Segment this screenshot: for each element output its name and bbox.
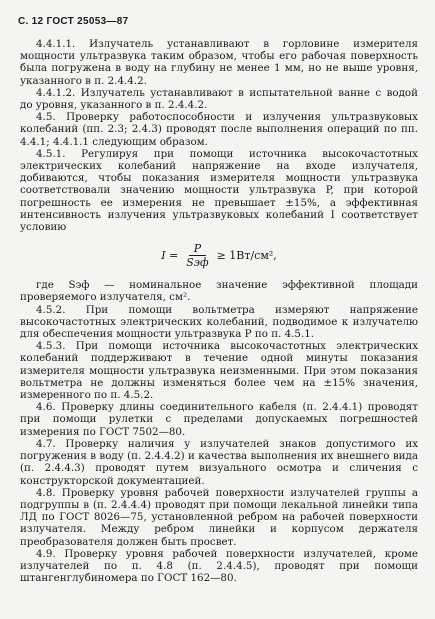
formula-lhs: I = [161,249,179,263]
paragraph-4-6: 4.6. Проверку длины соединительного кабеля (п. 2.4.4.1) проводят при помощи рулетки с пределами допускаемых погрешностей измерения по ГОСТ 7502—80. [20,401,418,438]
paragraph-4-7: 4.7. Проверку наличия у излучателей знаков допустимого их погружения в воду (п. 2.4.4.2) и качества выполнения их внешнего вида (п. 2.4.4.3) проводят путем визуального осмотра и сличения с конструкторской документацией. [20,437,418,487]
intensity-formula [20,233,418,279]
paragraph-4-5-3: 4.5.3. При помощи источника высокочастотных электрических колебаний поддерживают в течение одной минуты показания измерителя мощности ультразвука неизменными. При этом показания вольтметра не должны изменяться более чем на ±15% значения, измеренного по п. 4.5.2. [20,340,418,402]
paragraph-4-8: 4.8. Проверку уровня рабочей поверхности излучателей группы а подгруппы в (п. 2.4.4.4) проводят при помощи лекальной линейки типа ЛД по ГОСТ 8026—75, установленной ребром на рабочей поверхности излучателя. Между ребром линейки и корпусом держателя преобразователя должен быть просвет. [20,486,418,548]
paragraph-4-5: 4.5. Проверку работоспособности и излучения ультразвуковых колебаний (пп. 2.3; 2.4.3) проводят после выполнения операций по пп. 4.4.1; 4.4.1.1 следующим образом. [20,111,418,148]
formula-rhs: ≥ 1Вт/см², [216,249,277,263]
paragraph-4-9: 4.9. Проверку уровня рабочей поверхности излучателей, кроме излучателей по п. 4.8 (п. 2.4.4.5), проводят при помощи штангенглубиномера по ГОСТ 162—80. [20,547,418,585]
page-header: С. 12 ГОСТ 25053—87 [18,16,129,27]
paragraph-4-4-1-2: 4.4.1.2. Излучатель устанавливают в испытательной ванне с водой до уровня, указанного в п. 2.4.4.2. [20,86,418,112]
document-body [20,38,418,584]
paragraph-4-5-2: 4.5.2. При помощи вольтметра измеряют напряжение высокочастотных электрических колебаний, подводимое к излучателю для обеспечения мощности ультразвука P по п. 4.5.1. [20,303,418,341]
paragraph-where-definition: где Sэф — номинальное значение эффективной площади проверяемого излучателя, см². [20,279,418,304]
paragraph-4-4-1-1: 4.4.1.1. Излучатель устанавливают в горловине измерителя мощности ультразвука таким образом, чтобы его рабочая поверхность была погружена в воду на глубину не менее 1 мм, но не выше уровня, указанного в п. 2.4.4.2. [20,38,418,87]
formula-denominator: Sэф [186,256,209,270]
formula-fraction [181,243,213,269]
paragraph-4-5-1: 4.5.1. Регулируя при помощи источника высокочастотных электрических колебаний напряжение на входе излучателя, добиваются, чтобы показания измерителя мощности ультразвука соответствовали значению мощности ультразвука P, при которой погрешность ее измерения не превышает ±15%, а эффективная интенсивность излучения ультразвуковых колебаний I соответствует условию [20,147,418,234]
formula-numerator: P [189,243,206,256]
